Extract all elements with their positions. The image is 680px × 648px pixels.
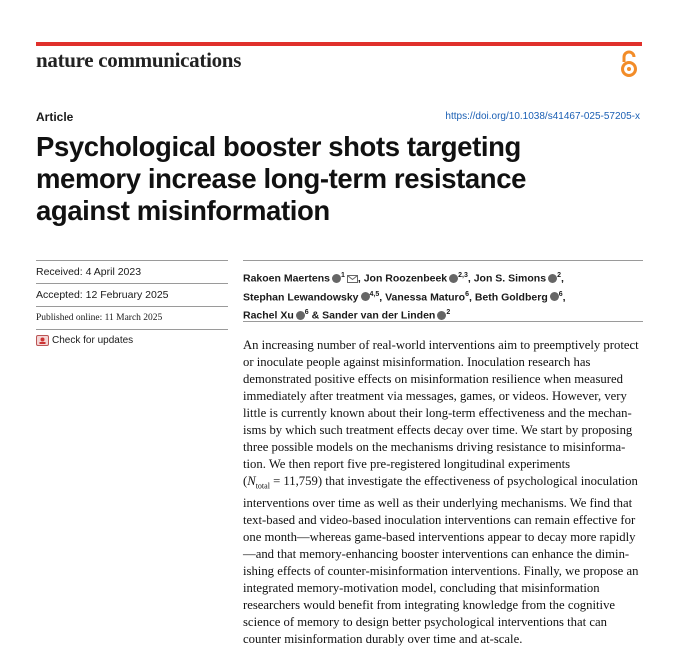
article-meta [36,260,228,351]
abstract-text: ( [243,474,248,488]
abstract-line: three possible models on the mechanisms driving resistance to misinforma- [243,440,626,454]
abstract-line: counter misinformation durably over time and at-scale. [243,631,523,646]
abstract-line: science of memory to design better psychological interventions that can [243,614,607,629]
orcid-icon[interactable] [548,274,557,283]
affiliation-sup: 2 [557,272,561,279]
orcid-icon[interactable] [296,311,305,320]
abstract-line: ishing effects of counter-misinformation interventions. Finally, we propose an [243,563,639,578]
author-name[interactable]: Sander van der Linden [322,309,436,322]
email-icon[interactable] [347,275,358,283]
orcid-icon[interactable] [550,292,559,301]
title-line: memory increase long-term resistance [36,163,526,194]
author-name[interactable]: Jon Roozenbeek [363,272,448,285]
abstract-line: little is currently known about their long-term effectiveness and the mechan- [243,406,632,420]
author-name[interactable]: Beth Goldberg [474,291,548,303]
affiliation-sup: 4,5 [369,290,380,298]
abstract-text: = 11,759) that investigate the effectiveness of psychological inoculation [269,474,638,488]
orcid-icon[interactable] [361,292,370,301]
check-updates-label: Check for updates [52,335,134,346]
author-name[interactable]: Vanessa Maturo [385,291,466,303]
check-updates-icon [36,335,49,346]
abstract-line: —and that memory-enhancing booster interventions can enhance the dimin- [243,546,630,561]
abstract [243,337,643,648]
abstract-line: isms by which such treatment effects decay over time. We start by proposing [243,423,633,437]
affiliation-sup: 6 [558,290,563,298]
author-list [243,260,643,324]
author-line: Stephan Lewandowsky $^{4,5}$, Vanessa Maturo$^6$, Beth Goldberg $^6$, [243,290,566,303]
sample-size-symbol: N [247,474,256,488]
abstract-line: interventions over time as well as their underlying mechanisms. We find that [243,495,633,510]
author-name[interactable]: Jon S. Simons [473,272,547,285]
article-type-label: Article [36,110,74,124]
affiliation-sup: 6 [465,290,469,298]
check-for-updates-button[interactable] [36,329,228,351]
orcid-icon[interactable] [437,311,446,320]
abstract-line: researchers would benefit from integrating knowledge from the cognitive [243,597,616,612]
title-line: against misinformation [36,195,330,226]
header-accent-rule [36,42,642,46]
abstract-line: text-based and video-based inoculation interventions can remain effective for [243,512,636,527]
published-date: Published online: 11 March 2025 [36,306,228,329]
author-conjunction: & [311,309,320,322]
affiliation-sup: 1 [340,272,345,279]
authors-divider [243,321,643,322]
title-line: Psychological booster shots targeting [36,131,521,162]
abstract-line [243,473,643,495]
open-access-icon[interactable] [619,50,639,78]
abstract-line: or inoculate people against misinformation. Inoculation research has [243,355,591,369]
author-name[interactable]: Rachel Xu [243,309,294,322]
abstract-line: immediately after treatment via messages, games, or videos. However, very [243,389,627,403]
abstract-line: one month—whereas game-based interventions appear to decay more rapidly [243,529,636,544]
affiliation-sup: 6 [304,309,309,316]
accepted-date: Accepted: 12 February 2025 [36,283,228,306]
journal-name[interactable]: nature communications [36,48,242,72]
abstract-line: An increasing number of real-world interventions aim to preemptively protect [243,338,639,352]
article-title [36,131,636,227]
abstract-line: tion. We then report five pre-registered longitudinal experiments [243,457,571,471]
orcid-icon[interactable] [449,274,458,283]
orcid-icon[interactable] [332,274,341,283]
doi-link[interactable]: https://doi.org/10.1038/s41467-025-57205-x [445,111,640,122]
sample-size-subscript: total [255,481,270,491]
abstract-line: demonstrated positive effects on misinformation resilience when measured [243,372,623,386]
author-name[interactable]: Rakoen Maertens [243,272,330,285]
affiliation-sup: 2,3 [458,272,468,279]
received-date: Received: 4 April 2023 [36,260,228,283]
affiliation-sup: 2 [446,309,451,316]
abstract-line: integrated memory-motivation model, concluding that misinformation [243,580,600,595]
author-name[interactable]: Stephan Lewandowsky [243,291,359,303]
author-line: Rakoen Maertens $^1$ , Jon Roozenbeek $^{2,3}$, Jon S. Simons $^2$, [243,272,564,285]
